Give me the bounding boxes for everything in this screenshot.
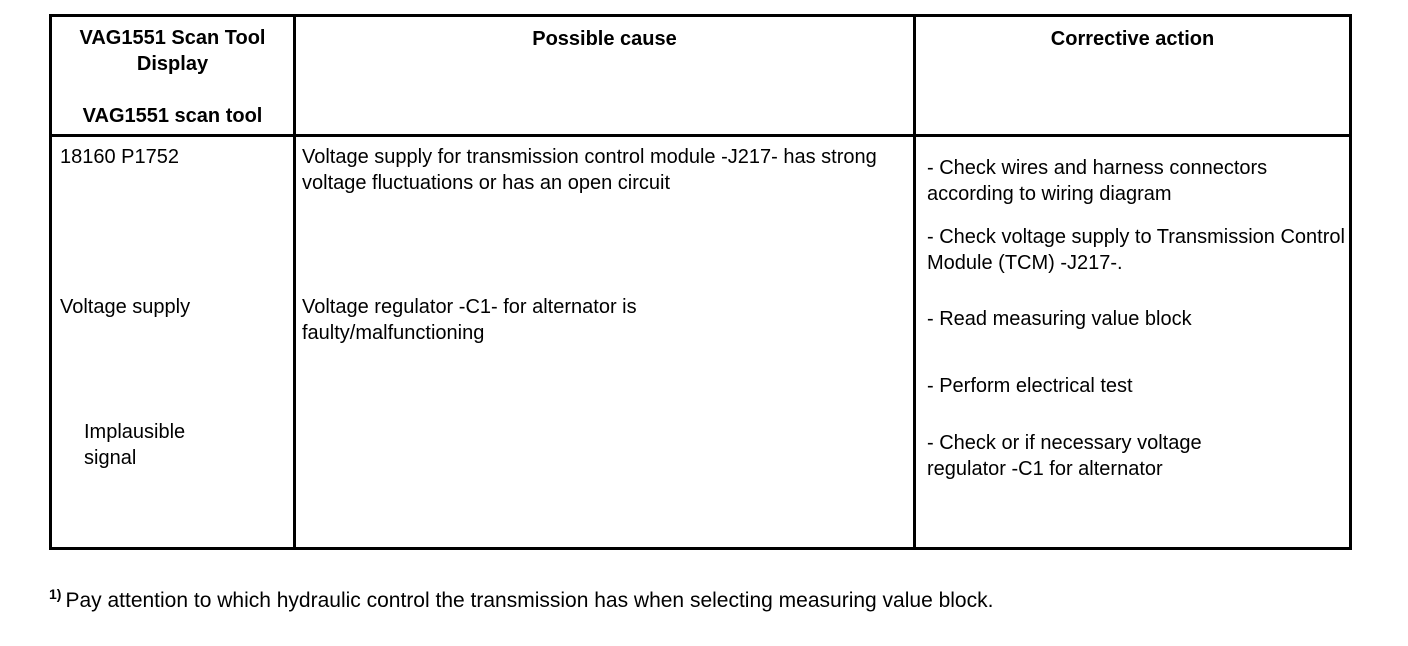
footnote-marker: 1) [49,586,62,602]
action-check-wires: - Check wires and harness connectors according to wiring diagram [927,157,1268,205]
cause-voltage-regulator: Voltage regulator -C1- for alternator is faulty/malfunctioning [302,296,637,344]
action-check-regulator: - Check or if necessary voltage regulator -C1 for alternator [927,432,1202,480]
header-scan-tool-display-title: VAG1551 Scan Tool Display [79,27,266,75]
cause-voltage-supply: Voltage supply for transmission control module -J217- has strong voltage fluctuations or has an open circuit [302,146,877,194]
action-electrical-test: - Perform electrical test [927,375,1133,397]
cell-corrective-action [915,136,1351,549]
header-corrective-action: Corrective action [915,16,1351,136]
fault-component: Voltage supply [60,296,191,318]
footnote [49,580,993,615]
action-check-voltage-supply: - Check voltage supply to Transmission Control Module (TCM) -J217-. [927,226,1345,274]
footnote-text: Pay attention to which hydraulic control the transmission has when selecting measuring value block. [65,589,994,612]
cell-scan-tool-display [51,136,295,549]
header-scan-tool-subtitle: VAG1551 scan tool [82,105,263,127]
fault-type: Implausible signal [84,421,186,469]
diagnostic-table [49,14,1352,550]
header-scan-tool-display [51,16,295,136]
action-read-measuring-block: - Read measuring value block [927,308,1192,330]
table-header-row [51,16,1351,136]
header-possible-cause: Possible cause [295,16,915,136]
cell-possible-cause [295,136,915,549]
fault-code: 18160 P1752 [60,146,180,168]
table-row [51,136,1351,549]
